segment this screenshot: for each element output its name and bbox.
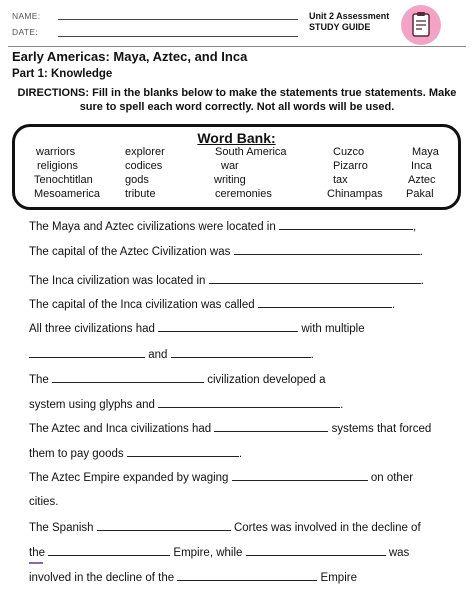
question-2	[29, 244, 423, 258]
answer-blank[interactable]	[29, 347, 145, 358]
question-text: involved in the decline of the	[29, 572, 175, 584]
word-bank-term: explorer	[125, 146, 165, 158]
question-text: system using glyphs and	[29, 399, 155, 411]
study-guide-label: STUDY GUIDE	[309, 22, 371, 32]
unit-title: Unit 2 Assessment	[309, 11, 390, 21]
answer-blank[interactable]	[258, 297, 392, 308]
question-text: Cortes was involved in the decline of	[233, 522, 421, 534]
word-bank-term: South America	[215, 146, 287, 158]
answer-blank[interactable]	[177, 570, 317, 581]
word-bank-term: Chinampas	[327, 188, 383, 200]
punctuation: ,	[412, 221, 417, 233]
answer-blank[interactable]	[232, 470, 368, 481]
word-bank-term: tax	[333, 174, 348, 186]
question-9	[29, 520, 421, 534]
part-heading: Part 1: Knowledge	[12, 68, 113, 80]
question-3	[29, 273, 424, 287]
question-text: All three civilizations had	[29, 323, 155, 335]
question-9-cont	[29, 545, 409, 559]
question-text: The Aztec Empire expanded by waging	[29, 472, 229, 484]
answer-blank[interactable]	[214, 421, 328, 432]
question-6	[29, 372, 326, 386]
question-4	[29, 297, 395, 311]
question-text: The Spanish	[29, 522, 94, 534]
name-label: NAME:	[12, 11, 41, 21]
purple-underline-mark	[29, 562, 43, 564]
word-bank-term: Aztec	[408, 174, 436, 186]
question-text: on other	[370, 472, 414, 484]
answer-blank[interactable]	[127, 446, 239, 457]
punctuation: .	[238, 448, 243, 460]
word-bank-term: codices	[125, 160, 163, 172]
word-bank-term: gods	[125, 174, 149, 186]
question-text: them to pay goods	[29, 448, 124, 460]
question-text: cities.	[29, 496, 59, 508]
question-5-cont	[29, 347, 314, 361]
question-9-cont-2	[29, 570, 357, 584]
answer-blank[interactable]	[279, 219, 413, 230]
directions-line-2: sure to spell each word correctly. Not all words will be used.	[79, 101, 395, 113]
clipboard-badge	[401, 5, 441, 45]
question-text: Empire, while	[173, 547, 243, 559]
name-field[interactable]	[58, 19, 298, 20]
answer-blank[interactable]	[246, 545, 386, 556]
question-text: with multiple	[301, 323, 365, 335]
question-text: civilization developed a	[207, 374, 326, 386]
word-bank-term: war	[221, 160, 239, 172]
answer-blank[interactable]	[209, 273, 421, 284]
answer-blank[interactable]	[171, 347, 311, 358]
punctuation: .	[420, 275, 424, 287]
word-bank-term: Mesoamerica	[34, 188, 101, 200]
answer-blank[interactable]	[52, 372, 204, 383]
word-bank-term: ceremonies	[215, 188, 272, 200]
answer-blank[interactable]	[158, 321, 298, 332]
word-bank-term: Cuzco	[333, 146, 365, 158]
word-bank-term: warriors	[36, 146, 76, 158]
word-bank-term: Tenochtitlan	[34, 174, 93, 186]
word-bank-term: tribute	[125, 188, 156, 200]
punctuation: .	[419, 246, 423, 258]
question-text: systems that forced	[331, 423, 432, 435]
question-text: and	[148, 349, 168, 361]
worksheet-title: Early Americas: Maya, Aztec, and Inca	[12, 49, 248, 64]
answer-blank[interactable]	[234, 244, 420, 255]
word-bank-term: Inca	[411, 160, 432, 172]
word-bank	[12, 124, 461, 210]
word-bank-term: Pizarro	[333, 160, 368, 172]
punctuation: .	[391, 299, 396, 311]
answer-blank[interactable]	[158, 397, 340, 408]
answer-blank[interactable]	[48, 545, 170, 556]
question-8	[29, 470, 413, 484]
question-text: The Aztec and Inca civilizations had	[29, 423, 212, 435]
word-bank-title: Word Bank:	[197, 130, 276, 146]
question-text: The capital of the Inca civilization was called	[29, 299, 255, 311]
question-text: the	[29, 547, 45, 559]
punctuation: .	[340, 399, 344, 411]
question-7	[29, 421, 431, 435]
word-bank-term: writing	[214, 174, 246, 186]
clipboard-icon	[401, 5, 441, 45]
question-5	[29, 321, 365, 335]
question-6-cont	[29, 397, 343, 411]
question-1	[29, 219, 416, 233]
word-bank-term: Pakal	[406, 188, 434, 200]
question-text: The Maya and Aztec civilizations were located in	[29, 221, 276, 233]
question-text: The Inca civilization was located in	[29, 275, 206, 287]
header-divider	[8, 46, 466, 47]
date-label: DATE:	[12, 27, 38, 37]
question-text: was	[388, 547, 410, 559]
question-text: The capital of the Aztec Civilization was	[29, 246, 231, 258]
word-bank-term: Maya	[412, 146, 439, 158]
word-bank-term: religions	[37, 160, 78, 172]
punctuation: .	[310, 349, 314, 361]
directions-line-1: DIRECTIONS: Fill in the blanks below to make the statements true statements. Make	[17, 87, 457, 99]
question-7-cont	[29, 446, 242, 460]
answer-blank[interactable]	[97, 520, 231, 531]
question-8-cont	[29, 496, 58, 508]
question-text: Empire	[320, 572, 357, 584]
question-text: The	[29, 374, 49, 386]
date-field[interactable]	[58, 36, 298, 37]
